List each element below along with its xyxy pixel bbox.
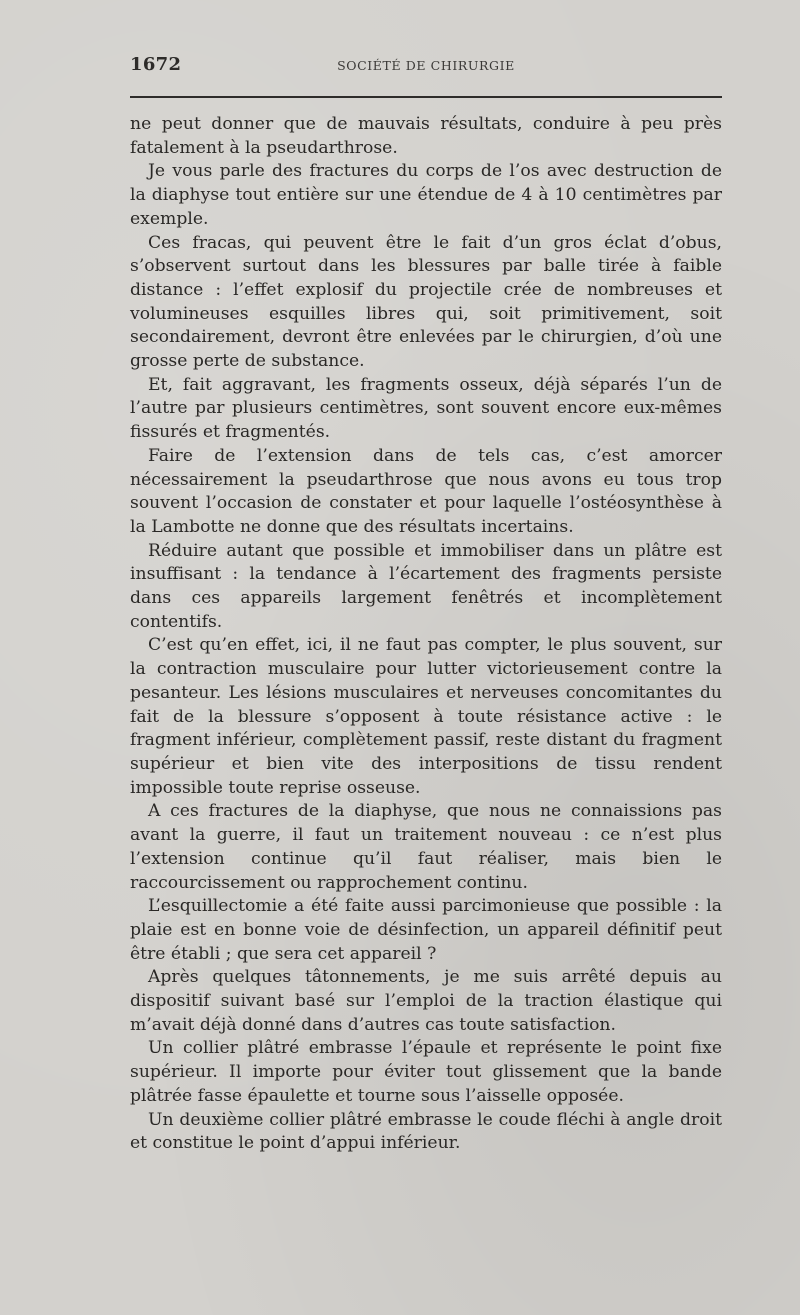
header-rule — [130, 96, 722, 98]
page-header — [130, 54, 722, 80]
paragraph: Un collier plâtré embrasse l’épaule et représente le point fixe supérieur. Il importe pour éviter tout glissement que la bande plâtrée fasse épaulette et tourne sous l’aisselle opposée. — [130, 1038, 722, 1106]
page-number: 1672 — [130, 54, 182, 75]
paragraph: A ces fractures de la diaphyse, que nous ne connaissions pas avant la guerre, il faut un traitement nouveau : ce n’est plus l’extension continue qu’il faut réaliser, mais bien le raccourcissement ou rapprochement continu. — [130, 801, 722, 893]
paragraph: C’est qu’en effet, ici, il ne faut pas compter, le plus souvent, sur la contraction musculaire pour lutter victorieusement contre la pesanteur. Les lésions musculaires et nerveuses concomitantes du fait de la blessure s’opposent à toute résistance active : le fragment inférieur, complètement passif, reste distant du fragment supérieur et bien vite des interpositions de tissu rendent impossible toute reprise osseuse. — [130, 635, 722, 798]
running-title: SOCIÉTÉ DE CHIRURGIE — [337, 58, 515, 73]
paragraph: Et, fait aggravant, les fragments osseux, déjà séparés l’un de l’autre par plusieurs centimètres, sont souvent encore eux-mêmes fissurés et fragmentés. — [130, 374, 722, 443]
paragraph: Ces fracas, qui peuvent être le fait d’un gros éclat d’obus, s’observent surtout dans les blessures par balle tirée à faible distance : l’effet explosif du projectile crée de nombreuses et volumineuses esquilles libres qui, soit primitivement, soit secondairement, devront être enlevées par le chirurgien, d’où une grosse perte de substance. — [130, 232, 722, 372]
paragraph: Je vous parle des fractures du corps de l’os avec destruction de la diaphyse tout entière sur une étendue de 4 à 10 centimètres par exemple. — [130, 161, 722, 229]
paragraph: Réduire autant que possible et immobiliser dans un plâtre est insuffisant : la tendance à l’écartement des fragments persiste dans ces appareils largement fenêtrés et incomplètement contentifs. — [130, 540, 722, 632]
body-text — [130, 113, 722, 1156]
paragraph: L’esquillectomie a été faite aussi parcimonieuse que possible : la plaie est en bonne voie de désinfection, un appareil définitif peut être établi ; que sera cet appareil ? — [130, 896, 722, 964]
paragraph: Après quelques tâtonnements, je me suis arrêté depuis au dispositif suivant basé sur l’emploi de la traction élastique qui m’avait déjà donné dans d’autres cas toute satisfaction. — [130, 967, 722, 1035]
paragraph: Un deuxième collier plâtré embrasse le coude fléchi à angle droit et constitue le point d’appui inférieur. — [130, 1109, 722, 1154]
paragraph: ne peut donner que de mauvais résultats, conduire à peu près fatalement à la pseudarthrose. — [130, 114, 722, 158]
paragraph: Faire de l’extension dans de tels cas, c’est amorcer nécessairement la pseudarthrose que nous avons eu tous trop souvent l’occasion de constater et pour laquelle l’ostéosynthèse à la Lambotte ne donne que des résultats incertains. — [130, 445, 722, 537]
